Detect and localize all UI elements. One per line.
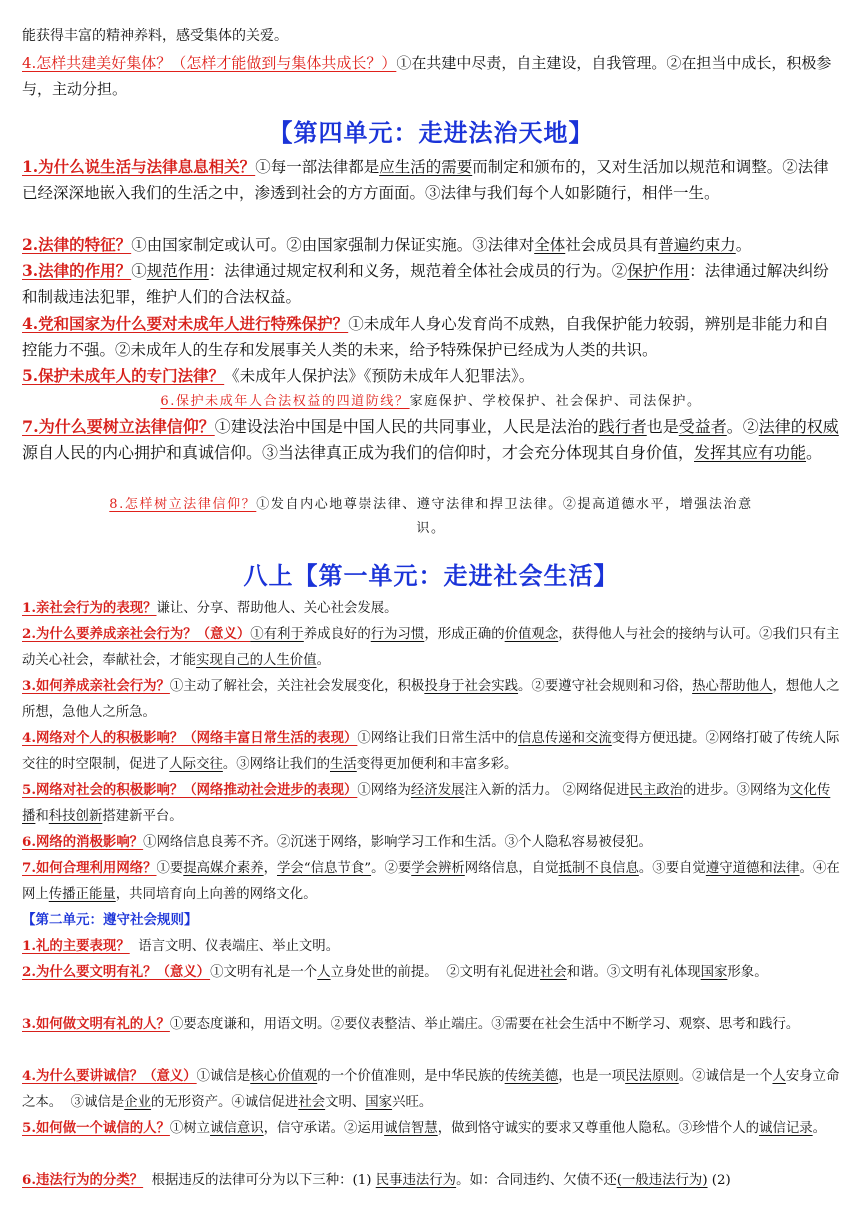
grade8-q5 bbox=[22, 778, 840, 829]
answer-keyword: 民事违法行为 bbox=[375, 1173, 457, 1188]
answer-keyword: 普遍约束力 bbox=[658, 236, 736, 254]
answer-text: ①网络为 bbox=[357, 783, 411, 798]
answer-text: 源自人民的内心拥护和真诚信仰。③当法律真正成为我们的信仰时，才会充分体现其自身价值， bbox=[22, 443, 695, 462]
answer-keyword: 企业 bbox=[124, 1094, 152, 1110]
question-label: 7.为什么要树立法律信仰？ bbox=[22, 417, 215, 436]
answer-keyword: 人际交往 bbox=[169, 756, 223, 772]
question-label: 2.为什么要文明有礼？（意义） bbox=[22, 964, 211, 980]
answer-text: 和 bbox=[35, 808, 49, 824]
question-label: 1.为什么说生活与法律息息相关？ bbox=[22, 157, 256, 176]
answer-text: 社会成员具有 bbox=[565, 236, 659, 254]
answer-keyword: 行为习惯 bbox=[370, 627, 425, 642]
answer-text: ①未成年人身心发育尚不成熟，自我保护能力较弱，辨别是非能力和自控能力不强。②未成年人的生存和发展事关人类的未来，给予特殊保护已经成为人类的共识。 bbox=[22, 315, 829, 359]
answer-text: 。④在网上 bbox=[22, 861, 840, 902]
unit4-q4 bbox=[22, 311, 840, 363]
qa-build-collective bbox=[22, 50, 840, 102]
question-label: 2.法律的特征？ bbox=[22, 235, 132, 254]
answer-keyword: 传统美德 bbox=[504, 1069, 559, 1084]
answer-text: ①诚信是 bbox=[196, 1069, 251, 1084]
grade8-q2 bbox=[22, 622, 840, 673]
question-label: 1.亲社会行为的表现？ bbox=[22, 600, 157, 616]
question-label: 6.网络的消极影响？ bbox=[22, 834, 144, 850]
answer-keyword: 民主政治 bbox=[629, 783, 683, 798]
question-label: 5.如何做一个诚信的人？ bbox=[22, 1120, 170, 1136]
answer-keyword: (一般违法行为) bbox=[616, 1173, 708, 1188]
answer-text: 也是 bbox=[646, 417, 679, 436]
answer-keyword: 信息传递和交流 bbox=[518, 731, 612, 746]
unit4-heading: 【第四单元：走进法治天地】 bbox=[268, 119, 594, 147]
grade8-unit1-heading: 八上【第一单元：走进社会生活】 bbox=[243, 562, 619, 590]
answer-text: 。②要遵守社会规则和习俗， bbox=[518, 679, 693, 694]
question-label: 4.党和国家为什么要对未成年人进行特殊保护？ bbox=[22, 314, 349, 333]
unit4-q2 bbox=[22, 232, 751, 258]
answer-text: 文明、 bbox=[325, 1094, 366, 1110]
question-label: 1.礼的主要表现？ bbox=[22, 938, 130, 954]
answer-keyword: 提高媒介素养 bbox=[183, 861, 264, 876]
answer-text: ①要态度谦和，用语文明。②要仪表整洁、举止端庄。③需要在社会生活中不断学习、观察、思考和践行。 bbox=[169, 1017, 800, 1032]
answer-keyword: 投身于社会实践 bbox=[424, 679, 519, 694]
answer-text: ，想他人之所想，急他人之所急。 bbox=[22, 679, 840, 720]
answer-keyword: 实现自己的人生价值 bbox=[196, 652, 317, 668]
answer-text: ，形成正确的 bbox=[424, 627, 505, 642]
answer-keyword: 诚信记录 bbox=[759, 1121, 813, 1136]
answer-text: 搭建新平台。 bbox=[102, 808, 183, 824]
answer-keyword: 文化传播 bbox=[22, 783, 831, 824]
answer-text: ①网络信息良莠不齐。②沉迷于网络，影响学习工作和生活。③个人隐私容易被侵犯。 bbox=[143, 835, 652, 850]
answer-keyword: 诚信智慧 bbox=[384, 1121, 438, 1136]
answer-text: 和谐。③文明有礼体现 bbox=[566, 965, 701, 980]
answer-keyword: 国家 bbox=[365, 1094, 393, 1110]
question-label: 8.怎样树立法律信仰？ bbox=[109, 497, 257, 512]
answer-keyword: 经济发展 bbox=[410, 783, 465, 798]
grade8-q7 bbox=[22, 856, 840, 907]
answer-keyword: 民法原则 bbox=[625, 1069, 679, 1084]
answer-keyword: 发挥其应有功能 bbox=[694, 443, 807, 462]
grade8-q1 bbox=[22, 596, 398, 622]
answer-text: 。③要自觉 bbox=[638, 861, 706, 876]
unit4-q1 bbox=[22, 154, 840, 206]
answer-text: ，获得他人与社会的接纳与认可。②我们只有主动关心社会，奉献社会，才能 bbox=[22, 627, 840, 668]
answer-text: 《未成年人保护法》《预防未成年人犯罪法》。 bbox=[224, 367, 535, 385]
answer-text: ①树立 bbox=[169, 1121, 211, 1136]
answer-keyword: 人 bbox=[317, 965, 331, 980]
answer-keyword: 抵制不良信息 bbox=[558, 861, 639, 876]
unit2-heading: 【第二单元：遵守社会规则】 bbox=[22, 912, 198, 928]
unit2-q4 bbox=[22, 1064, 840, 1115]
answer-keyword: 核心价值观 bbox=[250, 1069, 318, 1084]
answer-keyword: 遵守道德和法律 bbox=[705, 861, 800, 876]
answer-text: ：法律通过解决纠纷和制裁违法犯罪，维护人们的合法权益。 bbox=[22, 262, 829, 306]
answer-keyword: 全体 bbox=[534, 236, 566, 254]
question-label: 6.保护未成年人合法权益的四道防线？ bbox=[160, 394, 410, 409]
answer-text: ①网络让我们日常生活中的 bbox=[357, 731, 519, 746]
unit4-q8 bbox=[22, 493, 840, 541]
answer-text: ，共同培育向上向善的网络文化。 bbox=[115, 886, 317, 902]
answer-text: ①在共建中尽责，自主建设，自我管理。②在担当中成长，积极参与，主动分担。 bbox=[22, 54, 832, 98]
answer-text: 注入新的活力。 ②网络促进 bbox=[464, 783, 630, 798]
answer-text: ①文明有礼是一个 bbox=[210, 965, 318, 980]
answer-keyword: 规范作用 bbox=[146, 262, 209, 280]
answer-text: 形象。 bbox=[727, 965, 768, 980]
answer-keyword: 践行者 bbox=[598, 417, 647, 436]
answer-text: 识。 bbox=[416, 521, 446, 536]
unit4-q6 bbox=[22, 390, 840, 414]
answer-text: 语言文明、仪表端庄、举止文明。 bbox=[129, 939, 340, 954]
answer-keyword: 人 bbox=[772, 1069, 786, 1084]
answer-keyword: 价值观念 bbox=[504, 627, 559, 642]
unit4-q5 bbox=[22, 363, 534, 389]
question-label: 7.如何合理利用网络？ bbox=[22, 860, 157, 876]
answer-text: 的进步。③网络为 bbox=[683, 783, 791, 798]
answer-text: ①建设法治中国是中国人民的共同事业，人民是法治的 bbox=[214, 417, 599, 436]
answer-text: ①要 bbox=[156, 861, 184, 876]
unit2-q1 bbox=[22, 934, 339, 960]
question-label: 2.为什么要养成亲社会行为？（意义） bbox=[22, 626, 251, 642]
answer-keyword: 受益者 bbox=[678, 417, 727, 436]
answer-text: 。②要 bbox=[371, 861, 412, 876]
answer-text: 。 bbox=[735, 236, 752, 254]
answer-text: 的一个价值准则，是中华民族的 bbox=[317, 1069, 505, 1084]
answer-text: 。 bbox=[806, 443, 823, 462]
answer-text: 安身立命之本。 ③诚信是 bbox=[22, 1069, 840, 1110]
answer-keyword: ①有利于 bbox=[250, 627, 304, 642]
answer-text: 。 bbox=[812, 1121, 827, 1136]
answer-text: ，也是一项 bbox=[558, 1069, 626, 1084]
answer-text: 。②诚信是一个 bbox=[678, 1069, 773, 1084]
question-label: 5.保护未成年人的专门法律？ bbox=[22, 366, 225, 385]
answer-keyword: 热心帮助他人 bbox=[692, 679, 773, 694]
answer-text: 兴旺。 bbox=[392, 1094, 433, 1110]
grade8-q6 bbox=[22, 830, 652, 856]
answer-text: 家庭保护、学校保护、社会保护、司法保护。 bbox=[409, 394, 702, 409]
answer-keyword: 法律的权威 bbox=[758, 417, 839, 436]
question-label: 3.如何养成亲社会行为？ bbox=[22, 678, 170, 694]
answer-text: 变得更加便利和丰富多彩。 bbox=[356, 756, 518, 772]
answer-text: 。 bbox=[316, 652, 330, 668]
answer-keyword: 学会辨析 bbox=[411, 861, 465, 876]
paragraph-continuation: 能获得丰富的精神养料，感受集体的关爱。 bbox=[22, 28, 288, 44]
question-label: 5.网络对社会的积极影响？（网络推动社会进步的表现） bbox=[22, 782, 358, 798]
answer-text: ， bbox=[263, 861, 278, 876]
answer-keyword: 社会 bbox=[539, 965, 567, 980]
question-label: 4.为什么要讲诚信？（意义） bbox=[22, 1068, 197, 1084]
answer-text: ①主动了解社会，关注社会发展变化，积极 bbox=[169, 679, 425, 694]
unit2-q5 bbox=[22, 1116, 826, 1142]
answer-text: 。如：合同违约、欠债不还 bbox=[456, 1173, 617, 1188]
answer-text: ：法律通过规定权利和义务，规范着全体社会成员的行为。② bbox=[208, 262, 628, 280]
answer-text: 养成良好的 bbox=[303, 627, 371, 642]
answer-keyword: 生活 bbox=[329, 756, 357, 772]
answer-text: 谦让、分享、帮助他人、关心社会发展。 bbox=[156, 601, 398, 616]
answer-text: ①由国家制定或认可。②由国家强制力保证实施。③法律对 bbox=[131, 236, 535, 254]
answer-text: 。③网络让我们的 bbox=[222, 756, 330, 772]
answer-text: ，做到恪守诚实的要求又尊重他人隐私。③珍惜个人的 bbox=[437, 1121, 760, 1136]
answer-text: 。② bbox=[726, 417, 759, 436]
answer-text: ① bbox=[131, 262, 147, 280]
grade8-q3 bbox=[22, 674, 840, 725]
answer-text: 立身处世的前提。 ②文明有礼促进 bbox=[330, 965, 540, 980]
answer-text: ①发自内心地尊崇法律、遵守法律和捍卫法律。②提高道德水平，增强法治意 bbox=[256, 497, 753, 512]
answer-text: 根据违反的法律可分为以下三种：(1) bbox=[143, 1173, 376, 1188]
answer-keyword: 学会“信息节食” bbox=[277, 861, 372, 876]
grade8-q4 bbox=[22, 726, 840, 777]
answer-keyword: 保护作用 bbox=[627, 262, 690, 280]
unit4-q3 bbox=[22, 258, 840, 310]
question-label: 3.法律的作用？ bbox=[22, 261, 132, 280]
answer-keyword: 传播正能量 bbox=[48, 886, 116, 902]
answer-text: (2) bbox=[707, 1173, 731, 1188]
answer-text: 网络信息，自觉 bbox=[464, 861, 559, 876]
answer-keyword: 应生活的需要 bbox=[379, 158, 473, 176]
answer-keyword: 国家 bbox=[700, 965, 728, 980]
answer-text: 变得方便迅捷。②网络打破了传统人际交往的时空限制，促进了 bbox=[22, 731, 840, 772]
answer-text: ，信守承诺。②运用 bbox=[263, 1121, 385, 1136]
question-label: 3.如何做文明有礼的人？ bbox=[22, 1016, 170, 1032]
answer-text: ①每一部法律都是 bbox=[255, 158, 380, 176]
unit2-q6 bbox=[22, 1168, 731, 1194]
answer-keyword: 科技创新 bbox=[48, 808, 103, 824]
unit2-q2 bbox=[22, 960, 768, 986]
unit4-q7 bbox=[22, 414, 840, 466]
answer-keyword: 社会 bbox=[298, 1094, 326, 1110]
question-label: 4.怎样共建美好集体？（怎样才能做到与集体共成长？） bbox=[22, 54, 397, 72]
answer-text: 的无形资产。④诚信促进 bbox=[151, 1094, 299, 1110]
question-label: 6.违法行为的分类？ bbox=[22, 1172, 144, 1188]
answer-text: 而制定和颁布的，又对生活加以规范和调整。②法律已经深深地嵌入我们的生活之中，渗透到社会的方方面面。③法律与我们每个人如影随行，相伴一生。 bbox=[22, 158, 829, 202]
answer-keyword: 诚信意识 bbox=[210, 1121, 264, 1136]
unit2-q3 bbox=[22, 1012, 799, 1038]
question-label: 4.网络对个人的积极影响？（网络丰富日常生活的表现） bbox=[22, 730, 358, 746]
